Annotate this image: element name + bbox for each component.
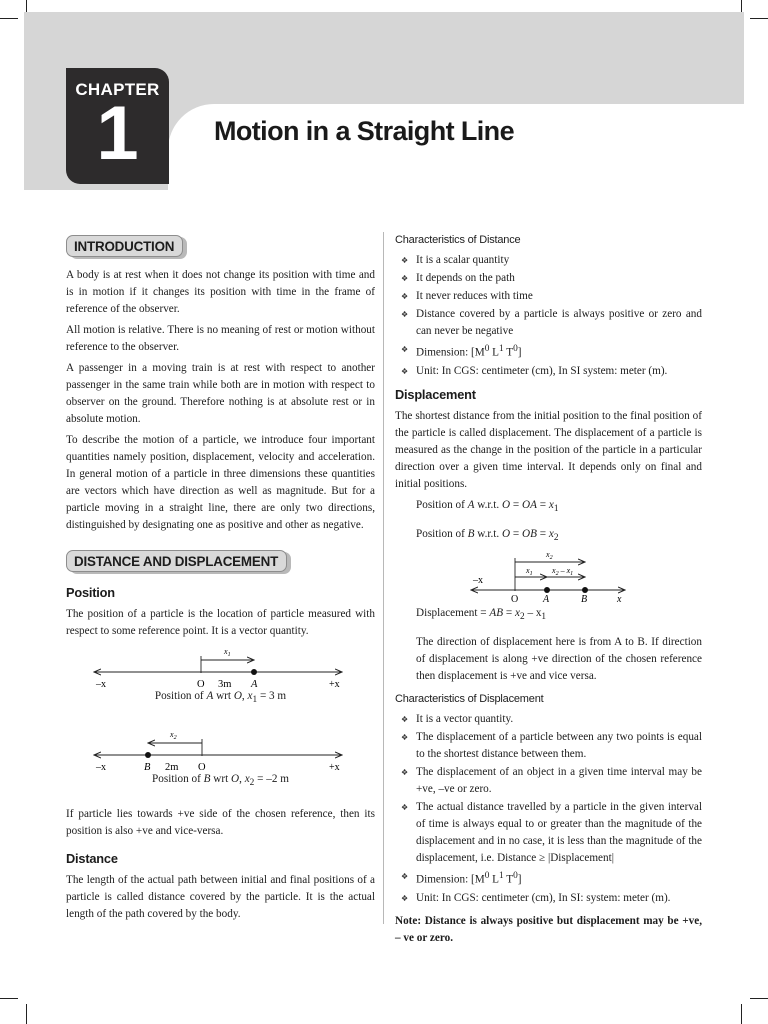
- displacement-formula: Displacement = AB = $x_2 - x_1$: [416, 607, 547, 623]
- list-item: ❖ Unit: In CGS: centimeter (cm), In SI: system: meter (m).: [395, 890, 702, 907]
- position-sign-note: If particle lies towards +ve side of the chosen reference, then its position is also +ve and vice-versa.: [66, 808, 375, 838]
- position-diagram-b: [66, 727, 375, 773]
- point-b-label: B: [581, 594, 588, 606]
- x2-label: $x_2$: [546, 550, 553, 562]
- origin-label: O: [198, 762, 206, 774]
- distance-text: The length of the actual path between initial and final positions of a particle is called distance covered by the particle. It is the actual length of the path covered by the body.: [66, 874, 375, 921]
- difference-label: $x_2 - x_1$: [552, 566, 574, 578]
- point-a-label: A: [543, 594, 550, 606]
- list-item: ❖ Unit: In CGS: centimeter (cm), In SI system: meter (m).: [395, 363, 702, 380]
- crop-mark: [0, 998, 18, 999]
- characteristics-of-distance-heading: Characteristics of Distance: [395, 234, 521, 246]
- plus-x-label: +x: [329, 762, 340, 774]
- point-a-marker: [251, 669, 257, 675]
- minus-x-label: –x: [473, 575, 483, 587]
- intro-paragraph: To describe the motion of a particle, we introduce four important quantities namely position, displacement, velocity and acceleration. In general motion of a particle in three dimensions these quantities are vectors which have direction as well as magnitude. But for a particle moving in a straight line, there are only two directions, distinguished by designating one as positive and other as negative.: [66, 434, 375, 531]
- crop-mark: [0, 18, 18, 19]
- column-divider: [383, 232, 384, 924]
- displacement-text: The shortest distance from the initial position to the final position of the particle is called displacement. The displacement of a particle is measured as the change in the position of the particle in a particular direction over a given time interval. It depends only on final and initial positions.: [395, 409, 702, 490]
- chapter-number: 1: [96, 91, 139, 176]
- distance-label: 3m: [218, 679, 232, 690]
- chapter-label: CHAPTER: [75, 80, 160, 99]
- right-column: [395, 232, 702, 951]
- displacement-diagram: [395, 549, 702, 605]
- distance-heading: Distance: [66, 851, 118, 867]
- distance-characteristics-list: [395, 252, 702, 380]
- distance-label: 2m: [165, 762, 179, 774]
- point-b-marker: [145, 752, 151, 758]
- intro-paragraph: A body is at rest when it does not change its position with time and is in motion if it changes its position with time in the frame of reference of the observer.: [66, 269, 375, 315]
- position-b-caption: Position of B wrt O, $x_2 = -2$ m: [152, 773, 289, 789]
- distance-displacement-heading: DISTANCE AND DISPLACEMENT: [66, 550, 287, 572]
- x-axis-label: x: [617, 594, 622, 606]
- list-item: ❖ The actual distance travelled by a particle in the given interval of time is always equal to or greater than the magnitude of the displacement and in no case, it is less than the magnitude of the displacement, i.e. Distance ≥ |Displacement|: [395, 799, 702, 867]
- left-column: [66, 232, 375, 927]
- note-text: Note: Distance is always positive but displacement may be +ve, – ve or zero.: [395, 915, 702, 945]
- crop-mark: [26, 1004, 27, 1024]
- point-a-label: A: [251, 679, 258, 690]
- position-text: The position of a particle is the location of particle measured with respect to some reference point. It is a vector quantity.: [66, 608, 375, 637]
- position-a-caption: Position of A wrt O, $x_1 = 3$ m: [154, 690, 287, 706]
- origin-label: O: [197, 679, 205, 690]
- plus-x-label: +x: [329, 679, 340, 690]
- point-b-label: B: [144, 762, 151, 774]
- point-b-marker: [582, 587, 588, 593]
- minus-x-label: –x: [96, 679, 106, 690]
- displacement-characteristics-list: [395, 711, 702, 907]
- characteristics-of-displacement-heading: Characteristics of Displacement: [395, 693, 544, 706]
- chapter-title: Motion in a Straight Line: [214, 116, 514, 146]
- minus-x-label: –x: [96, 762, 106, 774]
- intro-paragraph: A passenger in a moving train is at rest with respect to another passenger in the same train while both are in motion with respect to observer on the ground. Therefore nothing is at absolute rest or in absolute motion.: [66, 362, 375, 425]
- crop-mark: [750, 18, 768, 19]
- position-heading: Position: [66, 585, 115, 600]
- list-item: ❖ It is a vector quantity.: [395, 711, 702, 728]
- point-a-marker: [544, 587, 550, 593]
- x1-label: $x_1$: [526, 566, 533, 578]
- list-item-dimension: ❖ Dimension: [$M^0$ $L^1$ $T^0$]: [395, 868, 702, 889]
- list-item: ❖ It depends on the path: [395, 270, 702, 287]
- list-item: ❖ The displacement of a particle between any two points is equal to the shortest distance between them.: [395, 729, 702, 763]
- displacement-heading: Displacement: [395, 386, 476, 402]
- vector-label: $x_1$: [224, 647, 231, 658]
- crop-mark: [750, 998, 768, 999]
- position-diagram-a: [66, 644, 375, 690]
- list-item: ❖ It is a scalar quantity: [395, 252, 702, 269]
- position-b-formula: Position of B w.r.t. O = OB = $x_2$: [416, 527, 559, 544]
- intro-paragraph: All motion is relative. There is no meaning of rest or motion without reference to the observer.: [66, 324, 375, 353]
- origin-label: O: [511, 594, 519, 606]
- list-item: ❖ It never reduces with time: [395, 288, 702, 305]
- list-item-dimension: ❖ Dimension: [$M^0$ $L^1$ $T^0$]: [395, 341, 702, 362]
- chapter-box: [66, 68, 169, 184]
- vector-label: $x_2$: [170, 730, 177, 742]
- direction-text: The direction of displacement here is from A to B. If direction of displacement is along +ve direction of the chosen reference then displacement is +ve and vice versa.: [416, 636, 702, 683]
- list-item: ❖ The displacement of an object in a given time interval may be +ve, –ve or zero.: [395, 764, 702, 798]
- list-item: ❖ Distance covered by a particle is always positive or zero and can never be negative: [395, 306, 702, 340]
- position-a-formula: Position of A w.r.t. O = OA = $x_1$: [416, 498, 559, 514]
- introduction-heading: INTRODUCTION: [66, 235, 183, 257]
- crop-mark: [741, 1004, 742, 1024]
